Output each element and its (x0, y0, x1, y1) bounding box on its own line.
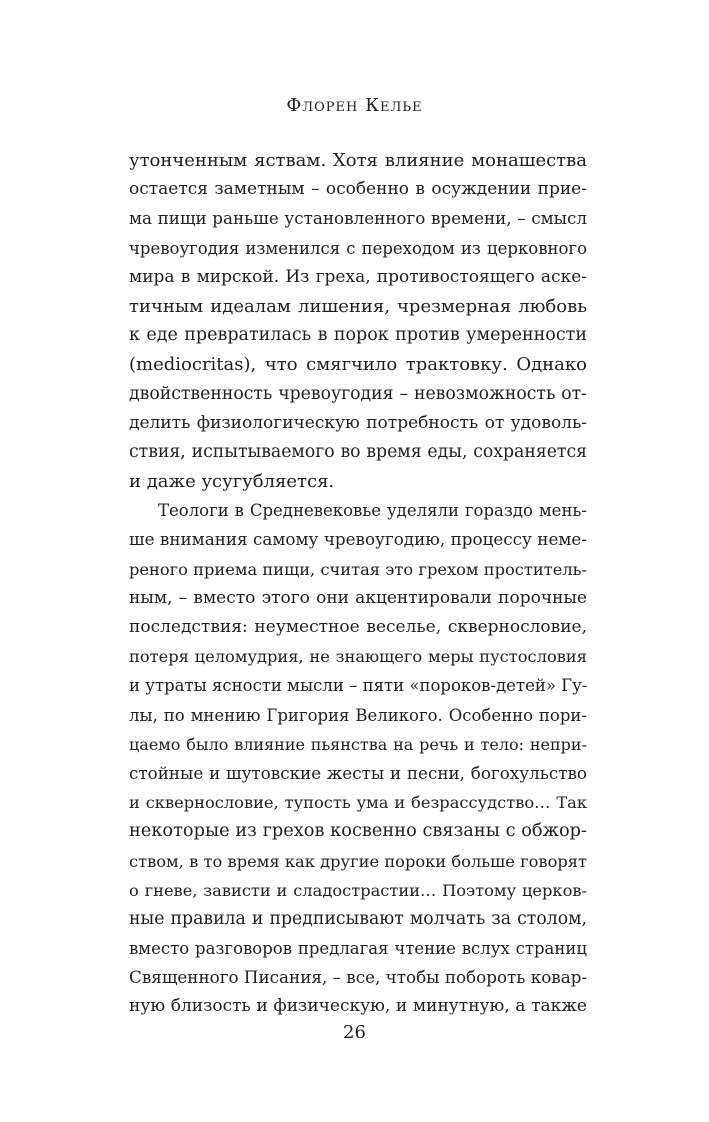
body-text (129, 146, 587, 1022)
text-line: ную близость и физическую, и минутную, а также (129, 996, 587, 1017)
text-line: о гневе, зависти и сладострастии… Поэтому церков- (129, 880, 587, 900)
paragraph-2 (129, 496, 587, 1021)
text-line: утонченным яствам. Хотя влияние монашества (129, 150, 587, 171)
text-line: стойные и шутовские жесты и песни, богохульство (129, 762, 587, 783)
text-line: реного приема пищи, считая это грехом проститель- (129, 559, 587, 579)
text-line: ным, – вместо этого они акцентировали порочные (129, 587, 587, 608)
text-line: некоторые из грехов косвенно связаны с обжор- (129, 821, 587, 842)
text-line: мира в мирской. Из греха, противостоящего аске- (129, 266, 587, 287)
paragraph-1 (129, 146, 587, 496)
text-line: ма пищи раньше установленного времени, – смысл (129, 208, 587, 229)
text-line: вместо разговоров предлагая чтение вслух страниц (129, 939, 587, 959)
text-line: Теологи в Средневековье уделяли гораздо мень- (158, 501, 587, 521)
page-number: 26 (343, 1022, 366, 1043)
text-line: делить физиологическую потребность от удоволь- (129, 412, 587, 433)
text-line: и сквернословие, тупость ума и безрассудство… Так (129, 793, 587, 813)
running-head: Флорен Келье (286, 95, 423, 116)
text-line: (mediocritas), что смягчило трактовку. Однако (129, 354, 587, 376)
text-line: тичным идеалам лишения, чрезмерная любовь (129, 295, 587, 317)
text-line: ствия, испытываемого во время еды, сохраняется (129, 441, 587, 462)
text-line: и даже усугубляется. (129, 471, 335, 493)
text-line: потеря целомудрия, не знающего меры пустословия (129, 647, 587, 667)
text-line: к еде превратилась в порок против умеренности (129, 325, 587, 346)
text-line: лы, по мнению Григория Великого. Особенно пори- (129, 705, 587, 725)
text-line: двойственность чревоугодия – невозможность от- (129, 383, 587, 404)
text-line: чревоугодия изменился с переходом из церковного (129, 238, 587, 258)
text-line: последствия: неуместное веселье, сквернословие, (129, 617, 587, 637)
text-line: ше внимания самому чревоугодию, процессу неме- (129, 529, 587, 550)
text-line: ные правила и предписывают молчать за столом, (129, 908, 587, 929)
text-line: остается заметным – особенно в осуждении прие- (129, 179, 587, 200)
text-line: цаемо было влияние пьянства на речь и тело: непри- (129, 734, 587, 754)
text-line: и утраты ясности мысли – пяти «пороков-детей» Гу- (129, 676, 588, 696)
text-line: ством, в то время как другие пороки больше говорят (129, 851, 587, 871)
text-line: Священного Писания, – все, чтобы побороть ковар- (129, 967, 588, 988)
